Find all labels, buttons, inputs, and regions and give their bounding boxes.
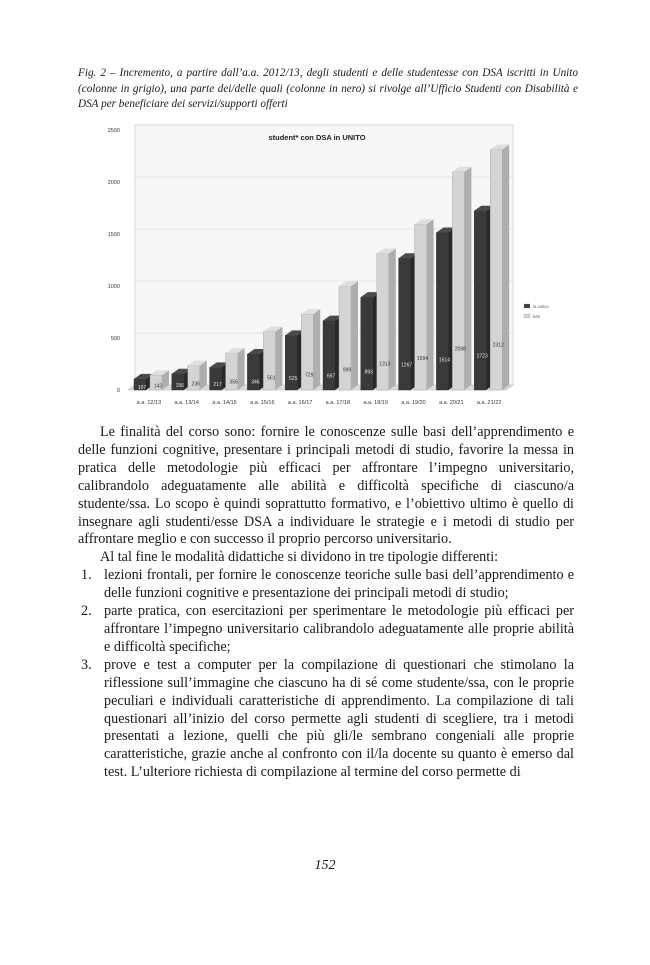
x-tick-label: a.a. 19/20 — [401, 400, 426, 406]
x-tick-label: a.a. 13/14 — [174, 400, 199, 406]
bar-side — [238, 348, 245, 390]
legend-swatch — [524, 314, 530, 318]
bar — [361, 297, 373, 390]
page-number: 152 — [314, 858, 336, 873]
bar-side — [313, 309, 320, 390]
data-label: 667 — [326, 373, 336, 380]
x-tick-label: a.a. 15/16 — [250, 400, 275, 406]
data-label: 2312 — [492, 342, 504, 349]
data-label: 236 — [191, 381, 200, 388]
data-label: 1313 — [379, 361, 391, 368]
list-item — [78, 657, 574, 782]
bar — [490, 150, 502, 390]
list-item — [78, 603, 574, 657]
data-label: 1594 — [417, 356, 429, 363]
x-tick-label: a.a. 17/18 — [325, 400, 351, 406]
paragraph-methods: Al tal fine le modalità didattiche si dividono in tre tipologie differenti: — [100, 549, 499, 566]
x-tick-label: a.a. 21/22 — [476, 400, 502, 406]
bar-side — [502, 145, 509, 390]
y-tick-label: 0 — [116, 388, 120, 394]
bar — [377, 253, 389, 390]
bar — [415, 224, 427, 390]
body-text — [78, 424, 574, 782]
legend-label: tutti — [533, 314, 540, 319]
x-tick-label: a.a. 18/19 — [363, 400, 388, 406]
legend-swatch — [524, 304, 530, 308]
bar-side — [389, 248, 396, 390]
list-number: 1. — [81, 567, 92, 584]
data-label: 729 — [305, 372, 314, 379]
y-tick-label: 500 — [110, 336, 120, 342]
y-tick-label: 1000 — [107, 284, 120, 290]
data-label: 156 — [175, 383, 184, 390]
y-tick-label: 1500 — [107, 232, 120, 238]
bar-chart — [96, 122, 566, 414]
bar-side — [464, 167, 471, 390]
chart-svg — [96, 122, 566, 414]
bar — [452, 172, 464, 390]
data-label: 346 — [251, 379, 260, 386]
bar — [436, 233, 448, 390]
data-label: 1267 — [401, 362, 413, 369]
list-number: 3. — [81, 656, 92, 673]
list-item-text: lezioni frontali, per fornire le conoscenze teoriche sulle basi dell’apprendimento e delle funzioni cognitive e presentazione dei principali metodi di studio; — [104, 567, 574, 602]
x-tick-label: a.a. 12/13 — [136, 400, 162, 406]
list-item-text: parte pratica, con esercitazioni per sperimentare le metodologie più efficaci per affrontare l’impegno universitario calibrandolo adeguatamente alle proprie abilità e difficoltà specifiche; — [104, 603, 574, 655]
data-label: 107 — [137, 384, 147, 391]
x-tick-label: a.a. 16/17 — [287, 400, 313, 406]
bar — [339, 286, 351, 390]
data-label: 999 — [342, 367, 352, 374]
methods-list — [78, 567, 574, 782]
bar — [323, 321, 335, 390]
data-label: 893 — [364, 369, 373, 376]
data-label: 1514 — [438, 357, 450, 364]
chart-title: student* con DSA in UNITO — [268, 133, 366, 142]
x-tick-label: a.a. 14/15 — [212, 400, 237, 406]
y-tick-label: 2500 — [107, 128, 120, 134]
data-label: 525 — [289, 376, 298, 383]
data-label: 1723 — [476, 353, 488, 360]
paragraph-intro: Le finalità del corso sono: fornire le conoscenze sulle basi dell’apprendimento e delle funzioni cognitive, presentare i principali metodi di studio, favorire la messa in pratica delle metodologie più efficaci per affrontare l’impegno universitario, calibrandolo adeguatamente alle abilità e difficoltà specifiche di ciascuno/a studente/ssa. Lo scopo è quindi soprattutto formativo, e l’obiettivo ultimo è quello di insegnare agli studenti/esse DSA a individuare le strategie e i metodi di studio per affrontare meglio e con successo il proprio percorso universitario. — [78, 424, 574, 548]
bar-side — [427, 219, 434, 390]
bar-side — [351, 281, 358, 390]
list-item — [78, 567, 574, 603]
figure-caption: Fig. 2 – Incremento, a partire dall’a.a. 2012/13, degli studenti e delle studentesse con DSA iscritti in Unito (colonne in grigio), una parte dei/delle quali (colonne in nero) si rivolge all’Ufficio Studenti con Disabilità e DSA per beneficiare dei servizi/supporti offerti — [78, 67, 578, 110]
bar — [474, 211, 486, 390]
data-label: 2098 — [454, 346, 466, 353]
bar — [301, 314, 313, 390]
data-label: 356 — [229, 379, 238, 386]
legend-label: in carico — [533, 304, 549, 309]
bar-side — [200, 360, 207, 390]
data-label: 217 — [213, 381, 222, 388]
data-label: 561 — [267, 375, 276, 382]
y-tick-label: 2000 — [107, 180, 120, 186]
x-tick-label: a.a. 20/21 — [439, 400, 464, 406]
list-item-text: prove e test a computer per la compilazione di questionari che stimolano la riflessione sull’immagine che ciascuno ha di sé come studente/ssa, con le proprie peculiari e individuali caratteristiche di apprendimento. La compilazione di tali questionari all’inizio del corso permette agli studenti di scegliere, tra i metodi presentati a lezione, quelli che più gli/le sembrano congeniali alle proprie caratteristiche, grazie anche al confronto con il/la docente su quanto è emerso dal test. L’ulteriore richiesta di compilazione al termine del corso permette di — [104, 656, 574, 781]
data-label: 143 — [153, 383, 163, 390]
list-number: 2. — [81, 603, 92, 620]
bar-side — [275, 327, 282, 390]
bar — [399, 258, 411, 390]
